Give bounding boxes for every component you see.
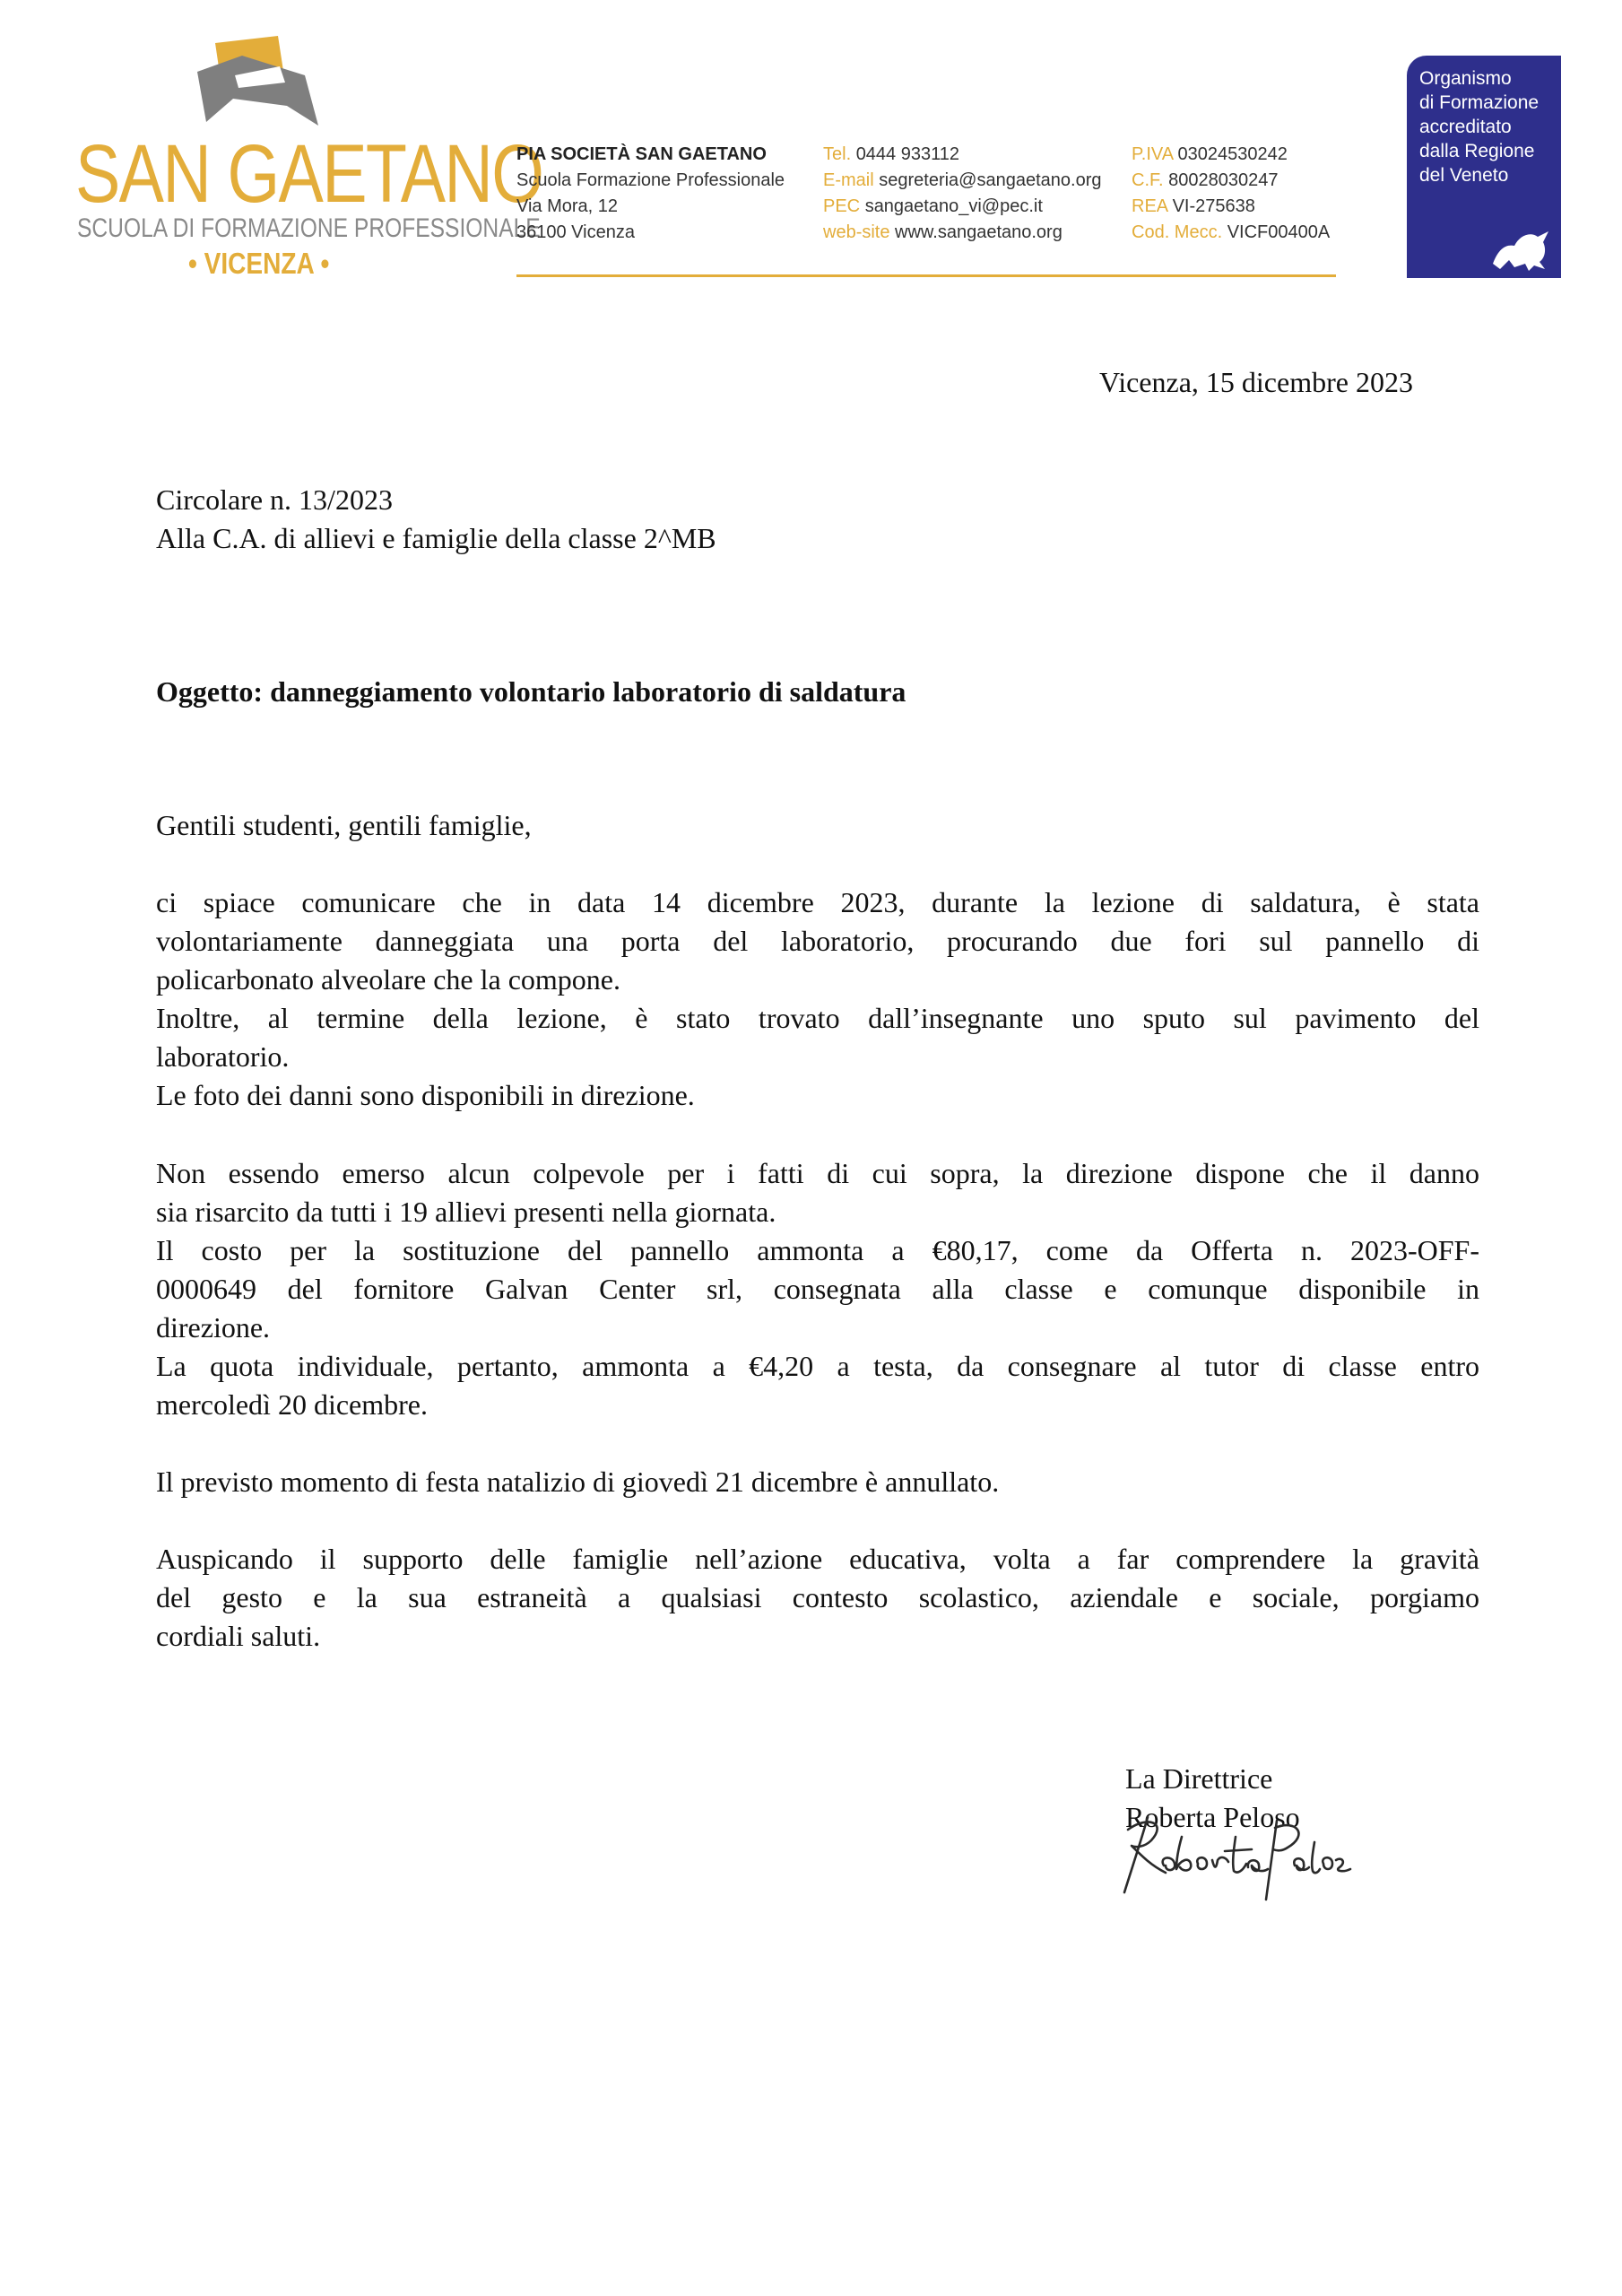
signature-role: La Direttrice [1125,1762,1273,1795]
signature-name: Roberta Peloso [1125,1801,1300,1833]
header-contact-block [823,142,1101,246]
recipient-line: Alla C.A. di allievi e famiglie della classe 2^MB [156,522,716,554]
circular-number: Circolare n. 13/2023 [156,483,393,516]
paragraph-party-cancelled: Il previsto momento di festa natalizio di giovedì 21 dicembre è annullato. [156,1465,1000,1498]
text-line: Inoltre, al termine della lezione, è stato trovato dall’insegnante uno sputo sul pavimento del [156,1002,1479,1034]
header-city: 36100 Vicenza [516,222,635,242]
paragraph-closing [156,1540,1479,1656]
text-line: mercoledì 20 dicembre. [156,1388,428,1421]
letter-date: Vicenza, 15 dicembre 2023 [1099,366,1413,398]
accreditation-line: Organismo [1419,68,1512,89]
accreditation-badge [1407,56,1561,278]
paragraph-reimbursement [156,1154,1479,1424]
header-contact-row: Tel. 0444 933112 [823,144,959,164]
veneto-lion-icon [1489,228,1552,273]
text-line: sia risarcito da tutti i 19 allievi presenti nella giornata. [156,1196,776,1228]
accreditation-line: dalla Regione [1419,141,1535,161]
header-street: Via Mora, 12 [516,196,619,216]
accreditation-line: accreditato [1419,117,1512,137]
text-line: La quota individuale, pertanto, ammonta a €4,20 a testa, da consegnare al tutor di classe entro [156,1350,1479,1382]
text-line: del gesto e la sua estraneità a qualsiasi contesto scolastico, aziendale e sociale, porgiamo [156,1581,1479,1613]
logo-school-name: SAN GAETANO [75,128,543,220]
header-divider [516,274,1336,277]
text-line: Il costo per la sostituzione del pannello ammonta a €80,17, come da Offerta n. 2023-OFF- [156,1234,1479,1266]
text-line: Auspicando il supporto delle famiglie nell’azione educativa, volta a far comprendere la gravità [156,1543,1479,1575]
accreditation-line: del Veneto [1419,165,1509,186]
header-fiscal-row: P.IVA 03024530242 [1132,144,1288,164]
greeting: Gentili studenti, gentili famiglie, [156,809,532,841]
header-address-block [516,142,785,246]
subject-line: Oggetto: danneggiamento volontario laboratorio di saldatura [156,675,906,708]
logo-subtitle: SCUOLA DI FORMAZIONE PROFESSIONALE [77,213,541,243]
header-fiscal-row: C.F. 80028030247 [1132,170,1279,190]
handwritten-signature [1112,1810,1354,1909]
text-line: cordiali saluti. [156,1620,321,1652]
school-logo-icon [179,36,323,135]
text-line: Non essendo emerso alcun colpevole per i fatti di cui sopra, la direzione dispone che il danno [156,1157,1479,1189]
text-line: policarbonato alveolare che la compone. [156,963,620,996]
text-line: 0000649 del fornitore Galvan Center srl, consegnata alla classe e comunque disponibile in [156,1273,1479,1305]
paragraph-incident [156,883,1479,1115]
text-line: laboratorio. [156,1040,290,1073]
header-contact-row: PEC sangaetano_vi@pec.it [823,196,1043,216]
header-contact-row: E-mail segreteria@sangaetano.org [823,170,1102,190]
header-fiscal-row: REA VI-275638 [1132,196,1255,216]
accreditation-line: di Formazione [1419,92,1540,113]
text-line: direzione. [156,1311,271,1344]
header-org-name: PIA SOCIETÀ SAN GAETANO [516,144,767,164]
header-contact-row: web-site www.sangaetano.org [823,222,1063,242]
header-fiscal-block [1132,142,1330,246]
header-org-type: Scuola Formazione Professionale [516,170,785,190]
text-line: volontariamente danneggiata una porta del laboratorio, procurando due fori sul pannello di [156,925,1479,957]
text-line: ci spiace comunicare che in data 14 dicembre 2023, durante la lezione di saldatura, è stata [156,886,1479,918]
text-line: Le foto dei danni sono disponibili in direzione. [156,1079,695,1111]
header-fiscal-row: Cod. Mecc. VICF00400A [1132,222,1331,242]
logo-city: • VICENZA • [188,247,330,280]
